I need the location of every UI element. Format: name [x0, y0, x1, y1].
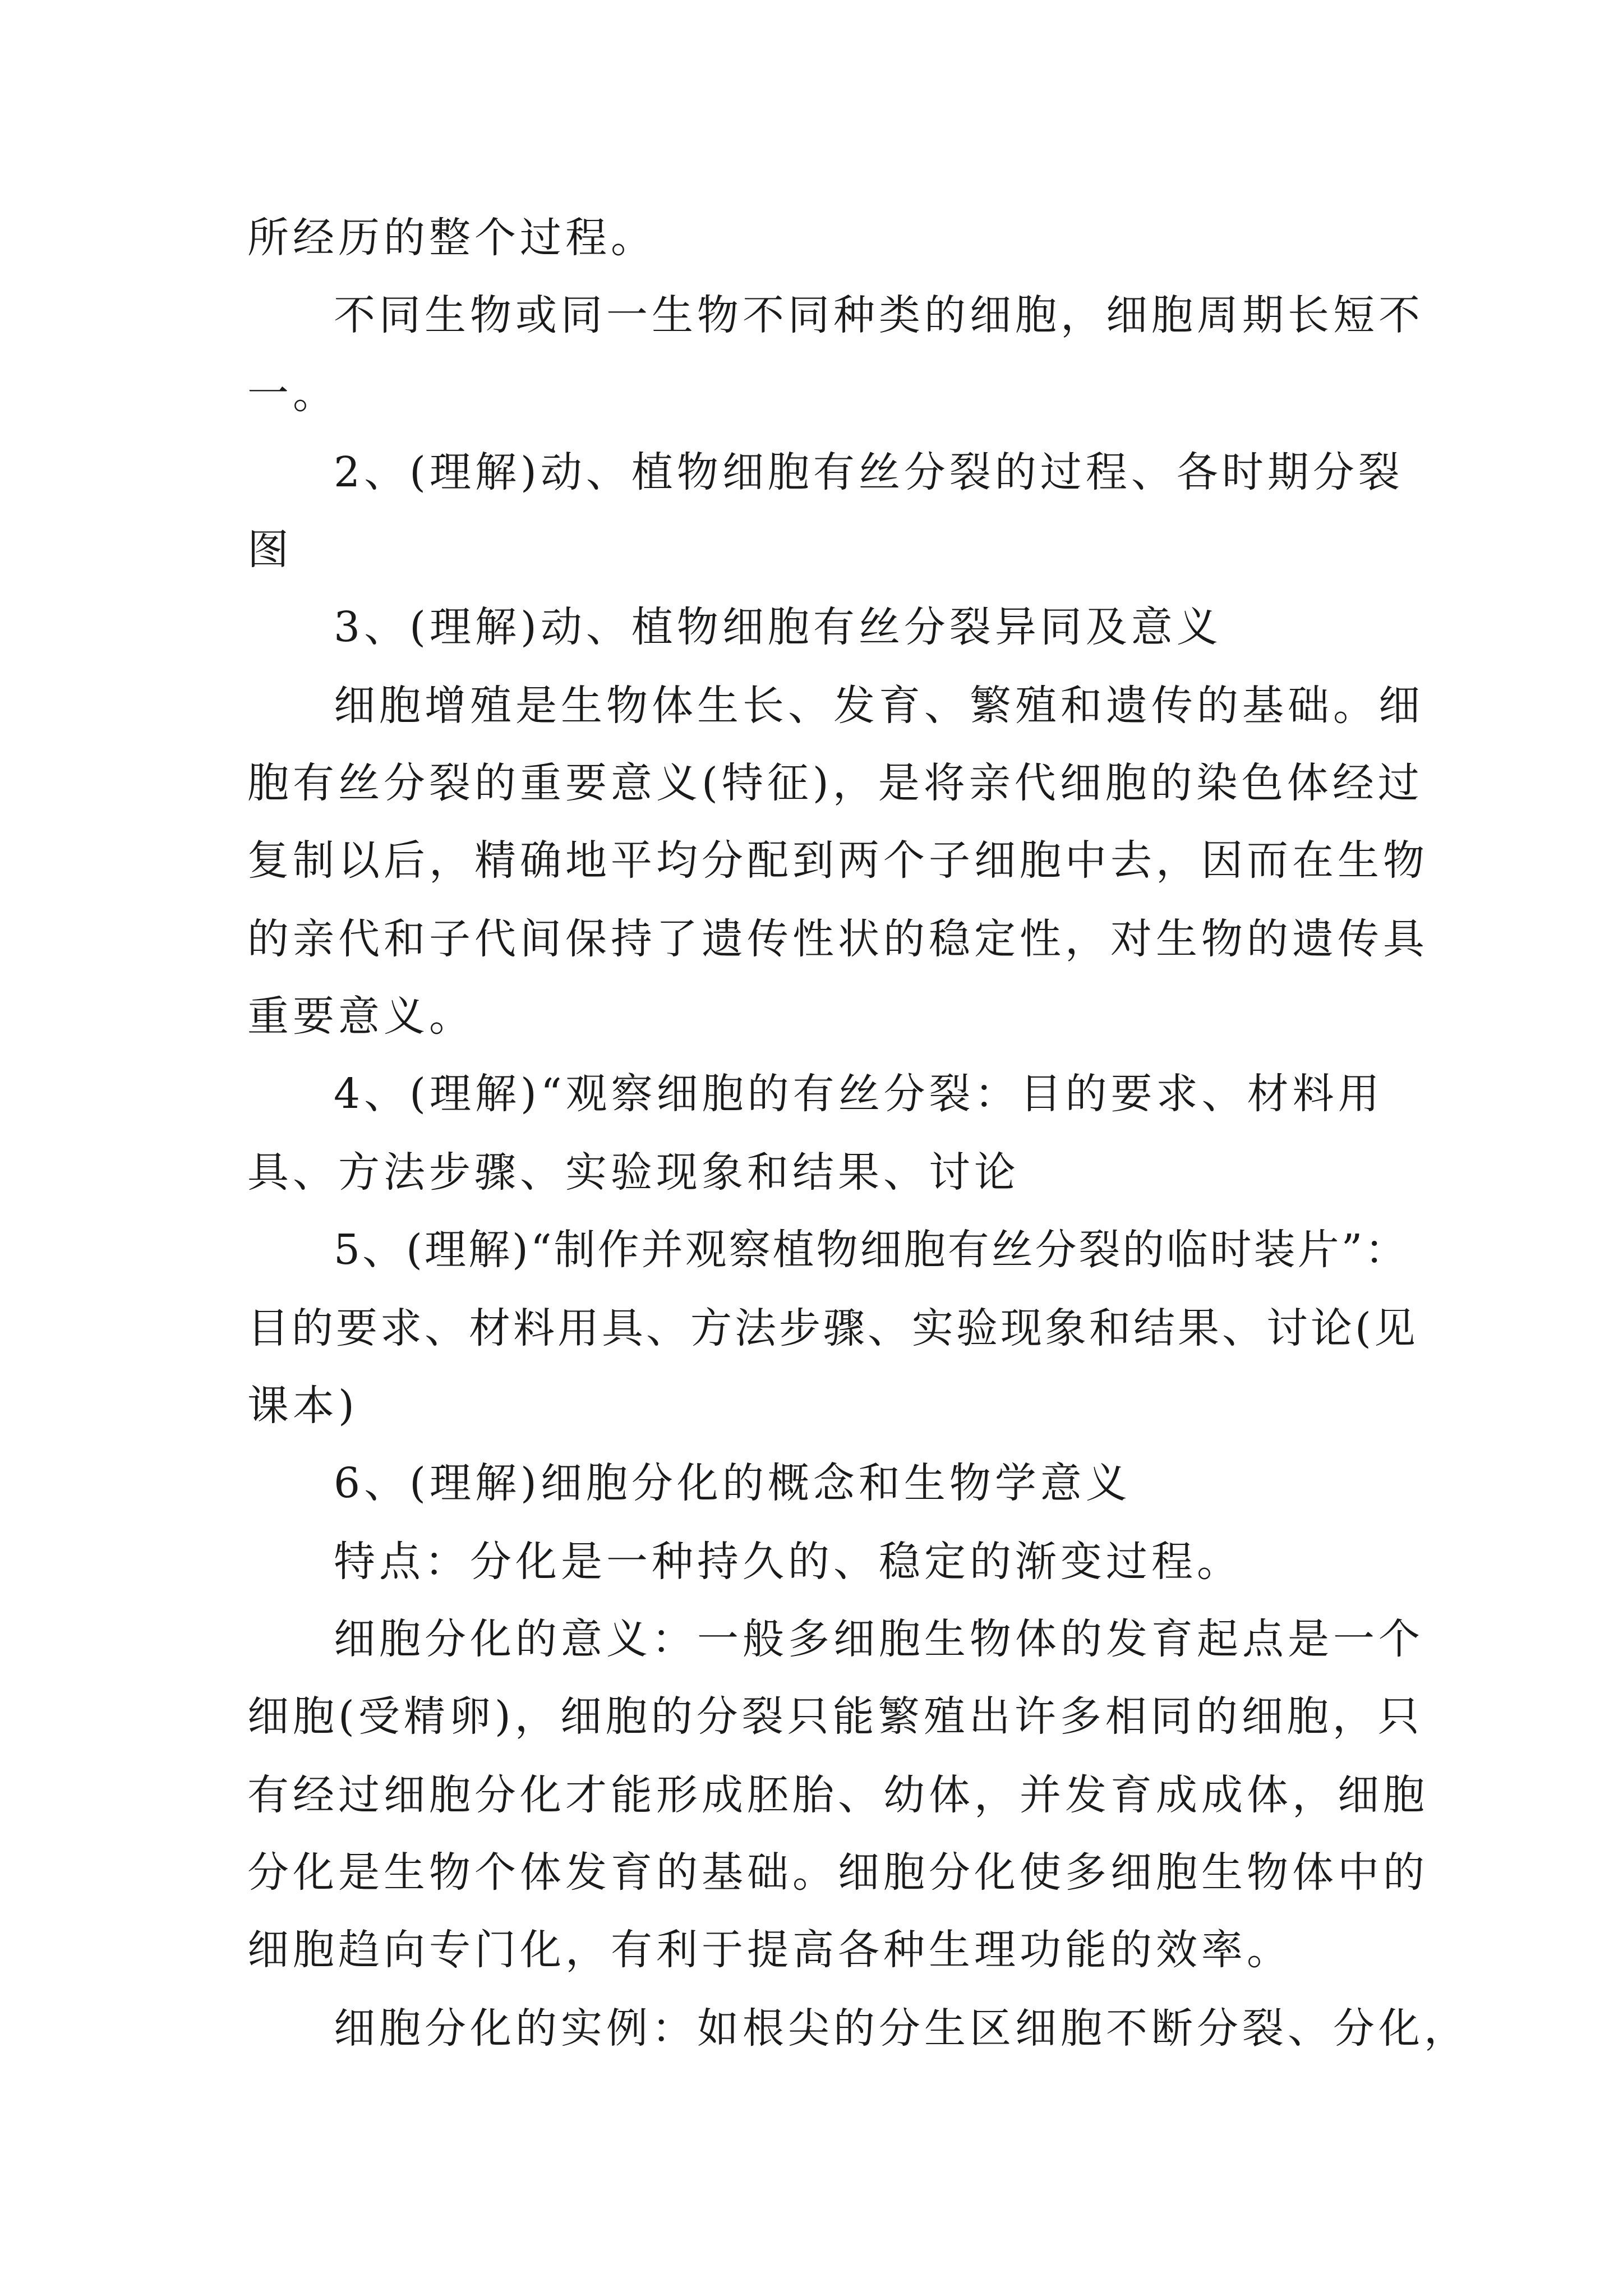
text-line: 一。	[247, 370, 338, 418]
text-line: 的亲代和子代间保持了遗传性状的稳定性，对生物的遗传具	[247, 915, 1428, 963]
text-line: 5、(理解)“制作并观察植物细胞有丝分裂的临时装片”：	[334, 1226, 1409, 1274]
text-line: 细胞分化的意义：一般多细胞生物体的发育起点是一个	[334, 1615, 1424, 1663]
text-line: 细胞(受精卵)，细胞的分裂只能繁殖出许多相同的细胞，只	[247, 1692, 1423, 1741]
text-line: 6、(理解)细胞分化的概念和生物学意义	[334, 1459, 1131, 1507]
text-line: 重要意义。	[247, 992, 474, 1041]
text-line: 图	[247, 526, 293, 574]
text-line: 目的要求、材料用具、方法步骤、实验现象和结果、讨论(见	[247, 1304, 1418, 1352]
text-line: 细胞增殖是生物体生长、发育、繁殖和遗传的基础。细	[334, 682, 1424, 730]
text-line: 有经过细胞分化才能形成胚胎、幼体，并发育成成体，细胞	[247, 1771, 1428, 1819]
text-line: 3、(理解)动、植物细胞有丝分裂异同及意义	[334, 603, 1222, 651]
text-line: 4、(理解)“观察细胞的有丝分裂：目的要求、材料用	[334, 1070, 1384, 1118]
text-line: 特点：分化是一种持久的、稳定的渐变过程。	[334, 1538, 1242, 1586]
text-line: 不同生物或同一生物不同种类的细胞，细胞周期长短不	[334, 291, 1424, 339]
text-line: 细胞趋向专门化，有利于提高各种生理功能的效率。	[247, 1926, 1292, 1974]
text-line: 细胞分化的实例：如根尖的分生区细胞不断分裂、分化，	[334, 2004, 1469, 2053]
text-line: 2、(理解)动、植物细胞有丝分裂的过程、各时期分裂	[334, 448, 1404, 496]
text-line: 所经历的整个过程。	[247, 214, 656, 262]
text-line: 具、方法步骤、实验现象和结果、讨论	[247, 1148, 1020, 1197]
text-line: 课本)	[247, 1382, 358, 1430]
text-line: 复制以后，精确地平均分配到两个子细胞中去，因而在生物	[247, 836, 1428, 885]
text-line: 分化是生物个体发育的基础。细胞分化使多细胞生物体中的	[247, 1848, 1428, 1897]
text-line: 胞有丝分裂的重要意义(特征)，是将亲代细胞的染色体经过	[247, 759, 1423, 807]
